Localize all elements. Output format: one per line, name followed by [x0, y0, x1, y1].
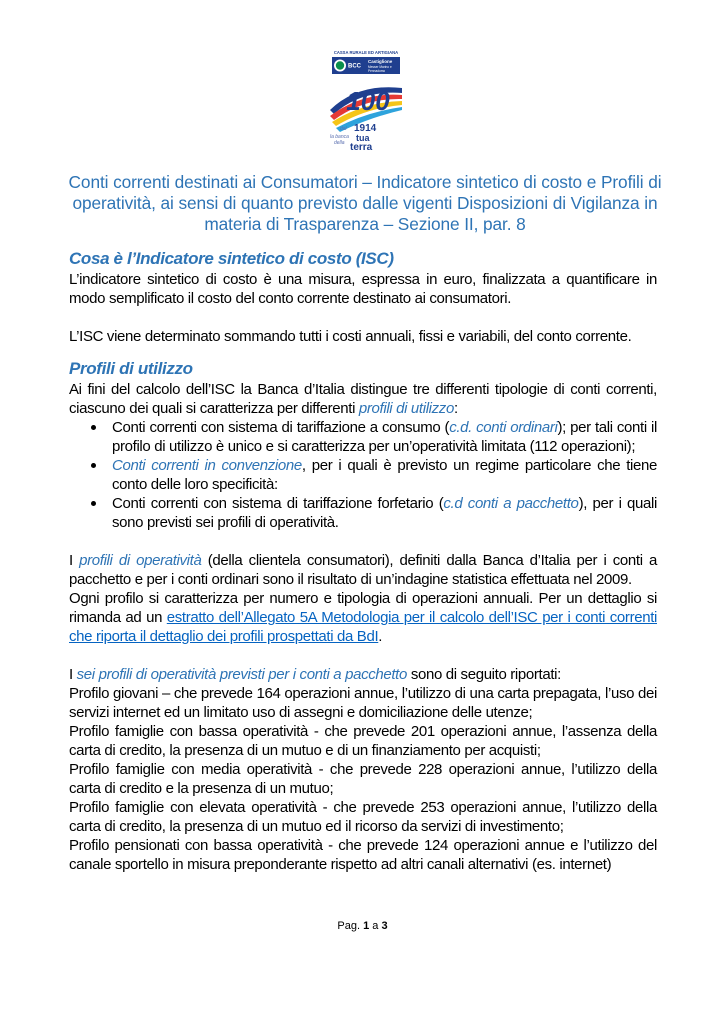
logo-slogan3: tua	[356, 133, 370, 143]
logo-dal: dal	[340, 126, 347, 132]
document-body	[69, 248, 657, 874]
account-types-list	[69, 418, 657, 532]
logo-bank-sub2: Pennadomo	[368, 69, 386, 73]
logo-year: 1914	[354, 123, 377, 134]
profiles-intro: Ai fini del calcolo dell’ISC la Banca d’Italia distingue tre differenti tipologie di conti correnti, ciascuno dei quali si caratterizza per differenti profili di utilizzo:	[69, 381, 657, 417]
profile-giovani: Profilo giovani – che prevede 164 operazioni annue, l’utilizzo di una carta prepagata, l’uso dei servizi internet ed un limitato uso di assegni e domiciliazione delle utenze;	[69, 685, 657, 721]
profile-famiglie-media: Profilo famiglie con media operatività - che prevede 228 operazioni annue, l’utilizzo della carta di credito e la presenza di un mutuo;	[69, 761, 657, 797]
logo-bank-name: Castiglione	[368, 59, 393, 64]
page-footer: Pag. 1 a 3	[337, 920, 388, 932]
six-profiles-intro: I sei profili di operatività previsti per i conti a pacchetto sono di seguito riportati:	[69, 666, 561, 683]
profile-famiglie-bassa: Profilo famiglie con bassa operatività - che prevede 201 operazioni annue, l’assenza della carta di credito, la presenza di un mutuo e di un finanziamento per acquisti;	[69, 723, 657, 759]
profile-famiglie-elevata: Profilo famiglie con elevata operatività - che prevede 253 operazioni annue, l’utilizzo della carta di credito, la presenza di un mutuo ed il ricorso da servizi di investimento;	[69, 799, 657, 835]
logo-number: 100	[346, 86, 390, 116]
isc-calculation: L’ISC viene determinato sommando tutti i costi annuali, fissi e variabili, del conto corrente.	[69, 328, 632, 345]
operativity-profiles-paragraph: I profili di operatività (della clientela consumatori), definiti dalla Banca d’Italia per i conti a pacchetto e per i conti ordinari sono il risultato di un’indagine statistica effettuata nel 2009.	[69, 552, 657, 588]
detail-paragraph: Ogni profilo si caratterizza per numero e tipologia di operazioni annuali. Per un dettaglio si rimanda ad un estratto dell’Allegato 5A Metodologia per il calcolo dell’ISC per i conti correnti che riporta il dettaglio dei profili prospettati da BdI.	[69, 590, 657, 645]
list-item: Conti correnti con sistema di tariffazione a consumo (c.d. conti ordinari); per tali conti il profilo di utilizzo è unico e si caratterizza per un’operatività limitata (112 operazioni);	[69, 418, 657, 456]
logo-slogan4: terra	[350, 142, 373, 152]
section-heading-profiles: Profili di utilizzo	[69, 359, 193, 378]
section-heading-isc: Cosa è l’Indicatore sintetico di costo (ISC)	[69, 249, 394, 268]
list-item: Conti correnti con sistema di tariffazione forfetario (c.d conti a pacchetto), per i quali sono previsti sei profili di operatività.	[69, 494, 657, 532]
logo-bank-sub1: Messer Marino e	[368, 65, 392, 69]
logo-slogan2: della	[334, 140, 345, 146]
current-page: 1	[363, 920, 370, 932]
document-title: Conti correnti destinati ai Consumatori – Indicatore sintetico di costo e Profili di operatività, ai sensi di quanto previsto dalle vigenti Disposizioni di Vigilanza in materia di Trasparenza – Sezione II, par. 8	[68, 172, 662, 234]
bank-logo	[328, 48, 404, 152]
isc-definition: L’indicatore sintetico di costo è una misura, espressa in euro, finalizzata a quantificare in modo semplificato il costo del conto corrente destinato ai consumatori.	[69, 271, 657, 307]
profiles-intro-em: profili di utilizzo	[358, 400, 454, 417]
total-pages: 3	[381, 920, 388, 932]
profile-pensionati-bassa: Profilo pensionati con bassa operatività - che prevede 124 operazioni annue e l’utilizzo del canale sportello in misura preponderante rispetto ad altri canali alternativi (es. internet)	[69, 837, 657, 873]
list-item: Conti correnti in convenzione, per i quali è previsto un regime particolare che tiene conto delle loro specificità:	[69, 456, 657, 494]
allegato-5a-link[interactable]: estratto dell’Allegato 5A Metodologia per il calcolo dell’ISC per i conti correnti che riporta il dettaglio dei profili prospettati da BdI	[69, 609, 657, 645]
logo-bcc: BCC	[348, 63, 361, 70]
logo-slogan1: la banca	[330, 134, 349, 140]
logo-line1: CASSA RURALE ED ARTIGIANA	[333, 50, 399, 55]
